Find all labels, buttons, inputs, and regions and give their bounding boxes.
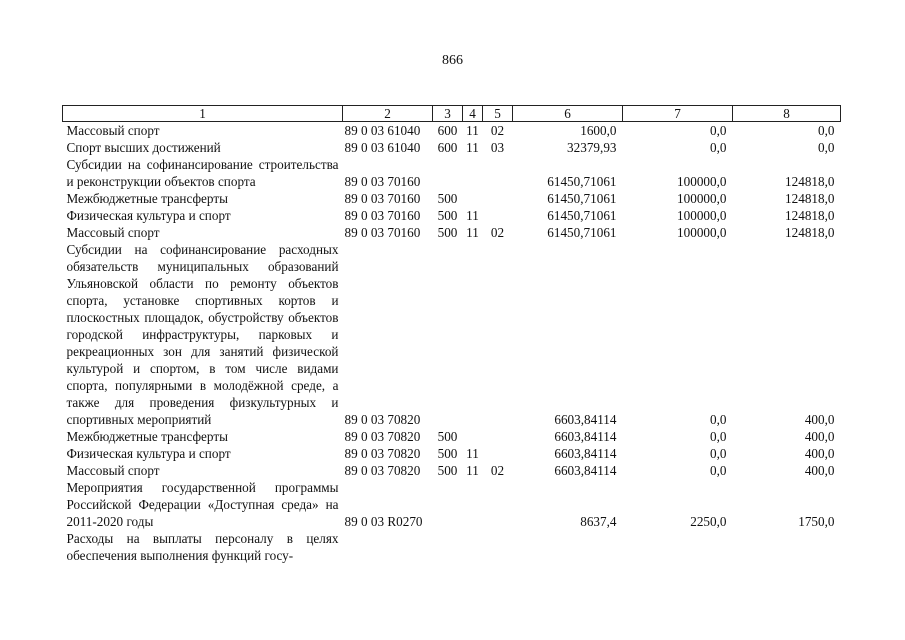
cell-c3: 600: [437, 140, 458, 155]
cell-v7: 0,0: [710, 140, 727, 155]
cell-v8: 400,0: [804, 412, 835, 427]
cell-v8: 124818,0: [785, 174, 835, 189]
cell-v7: 100000,0: [677, 191, 727, 206]
cell-name: Массовый спорт: [66, 225, 160, 240]
column-header: 2: [343, 106, 433, 122]
table-row: [63, 224, 841, 241]
cell-c5: [483, 207, 513, 224]
cell-v6: 8637,4: [580, 514, 617, 529]
cell-c3: [433, 156, 463, 190]
cell-c4: [463, 190, 483, 207]
cell-v6: 61450,71061: [547, 191, 617, 206]
cell-c5: 02: [490, 225, 505, 240]
cell-v8: 124818,0: [785, 225, 835, 240]
cell-name: Субсидии на софинансирование расходных обязательств муниципальных образований Ульяновской области по ремонту объектов спорта, установке спортивных кортов и плоскостных площадок, обустройству объектов городской инфраструктуры, парковых и рекреационных зон для занятий физической культурой и спортом, в том числе видами спорта, популярными в молодёжной среде, а также для проведения физкультурных и спортивных мероприятий: [66, 242, 339, 427]
cell-c4: 11: [466, 140, 479, 155]
cell-name: Межбюджетные трансферты: [66, 429, 228, 444]
cell-name: Мероприятия государственной программы Российской Федерации «Доступная среда» на 2011-2020 годы: [66, 480, 339, 529]
cell-v7: 0,0: [710, 463, 727, 478]
table-row: [63, 428, 841, 445]
cell-c3: 500: [437, 429, 458, 444]
cell-code: 89 0 03 61040: [344, 140, 421, 155]
cell-v8: 124818,0: [785, 191, 835, 206]
cell-v7: 0,0: [710, 412, 727, 427]
cell-v8: 0,0: [818, 123, 835, 138]
cell-v6: 1600,0: [580, 123, 617, 138]
cell-c4: [463, 428, 483, 445]
cell-c5: 02: [490, 123, 505, 138]
table-row: [63, 479, 841, 530]
cell-c5: [483, 428, 513, 445]
cell-c4: 11: [466, 463, 479, 478]
cell-c3: [433, 241, 463, 428]
cell-name: Физическая культура и спорт: [66, 208, 231, 223]
cell-v7: 2250,0: [690, 514, 727, 529]
budget-table: [62, 105, 841, 564]
cell-v6: 61450,71061: [547, 225, 617, 240]
cell-v6: 61450,71061: [547, 208, 617, 223]
cell-code: 89 0 03 70820: [344, 412, 421, 427]
cell-code: 89 0 03 70820: [344, 446, 421, 461]
cell-name: Массовый спорт: [66, 123, 160, 138]
header-row: [63, 106, 841, 122]
cell-c5: [483, 445, 513, 462]
cell-c5: [483, 241, 513, 428]
cell-c4: [463, 479, 483, 530]
cell-c4: 11: [466, 123, 479, 138]
cell-v8: 400,0: [804, 446, 835, 461]
cell-c3: [433, 530, 463, 564]
cell-c3: 600: [437, 123, 458, 138]
cell-c4: [463, 156, 483, 190]
column-header: 3: [433, 106, 463, 122]
cell-c5: [483, 530, 513, 564]
table-row: [63, 122, 841, 140]
cell-c3: 500: [437, 191, 458, 206]
cell-c5: [483, 190, 513, 207]
cell-v6: 6603,84114: [554, 463, 617, 478]
cell-c5: [483, 479, 513, 530]
cell-v7: 0,0: [710, 446, 727, 461]
cell-c3: 500: [437, 225, 458, 240]
column-header: 7: [623, 106, 733, 122]
cell-v8: 400,0: [804, 429, 835, 444]
cell-v7: 100000,0: [677, 174, 727, 189]
column-header: 6: [513, 106, 623, 122]
cell-code: [343, 530, 433, 564]
cell-name: Массовый спорт: [66, 463, 160, 478]
cell-v8: 124818,0: [785, 208, 835, 223]
column-header: 1: [63, 106, 343, 122]
cell-code: 89 0 03 61040: [344, 123, 421, 138]
cell-name: Спорт высших достижений: [66, 140, 221, 155]
table-row: [63, 241, 841, 428]
cell-c4: [463, 530, 483, 564]
cell-c4: 11: [466, 208, 479, 223]
cell-v8: [733, 530, 841, 564]
cell-c3: 500: [437, 208, 458, 223]
table-row: [63, 445, 841, 462]
table-row: [63, 530, 841, 564]
cell-v8: 1750,0: [798, 514, 835, 529]
cell-c3: 500: [437, 463, 458, 478]
cell-v6: [513, 530, 623, 564]
cell-v6: 6603,84114: [554, 412, 617, 427]
cell-v6: 32379,93: [567, 140, 617, 155]
cell-code: 89 0 03 70160: [344, 208, 421, 223]
cell-code: 89 0 03 70820: [344, 429, 421, 444]
table-row: [63, 156, 841, 190]
cell-c3: [433, 479, 463, 530]
cell-c4: 11: [466, 446, 479, 461]
cell-code: 89 0 03 R0270: [344, 514, 423, 529]
cell-c4: [463, 241, 483, 428]
cell-v6: 6603,84114: [554, 429, 617, 444]
column-header: 5: [483, 106, 513, 122]
cell-code: 89 0 03 70820: [344, 463, 421, 478]
cell-c4: 11: [466, 225, 479, 240]
cell-c5: [483, 156, 513, 190]
table-row: [63, 462, 841, 479]
cell-v7: [623, 530, 733, 564]
column-header: 4: [463, 106, 483, 122]
table-row: [63, 139, 841, 156]
cell-v7: 100000,0: [677, 208, 727, 223]
cell-code: 89 0 03 70160: [344, 225, 421, 240]
cell-name: Межбюджетные трансферты: [66, 191, 228, 206]
cell-v7: 0,0: [710, 123, 727, 138]
cell-name: Физическая культура и спорт: [66, 446, 231, 461]
cell-c3: 500: [437, 446, 458, 461]
cell-v7: 0,0: [710, 429, 727, 444]
cell-c5: 03: [490, 140, 505, 155]
cell-v6: 6603,84114: [554, 446, 617, 461]
cell-v6: 61450,71061: [547, 174, 617, 189]
cell-name: Субсидии на софинансирование строительства и реконструкции объектов спорта: [66, 157, 339, 189]
cell-code: 89 0 03 70160: [344, 191, 421, 206]
cell-v8: 400,0: [804, 463, 835, 478]
table-row: [63, 190, 841, 207]
table-row: [63, 207, 841, 224]
cell-name: Расходы на выплаты персоналу в целях обеспечения выполнения функций госу-: [66, 531, 339, 563]
page-number: 866: [442, 53, 463, 68]
cell-v7: 100000,0: [677, 225, 727, 240]
cell-code: 89 0 03 70160: [344, 174, 421, 189]
cell-v8: 0,0: [818, 140, 835, 155]
column-header: 8: [733, 106, 841, 122]
table-body: [63, 122, 841, 565]
cell-c5: 02: [490, 463, 505, 478]
